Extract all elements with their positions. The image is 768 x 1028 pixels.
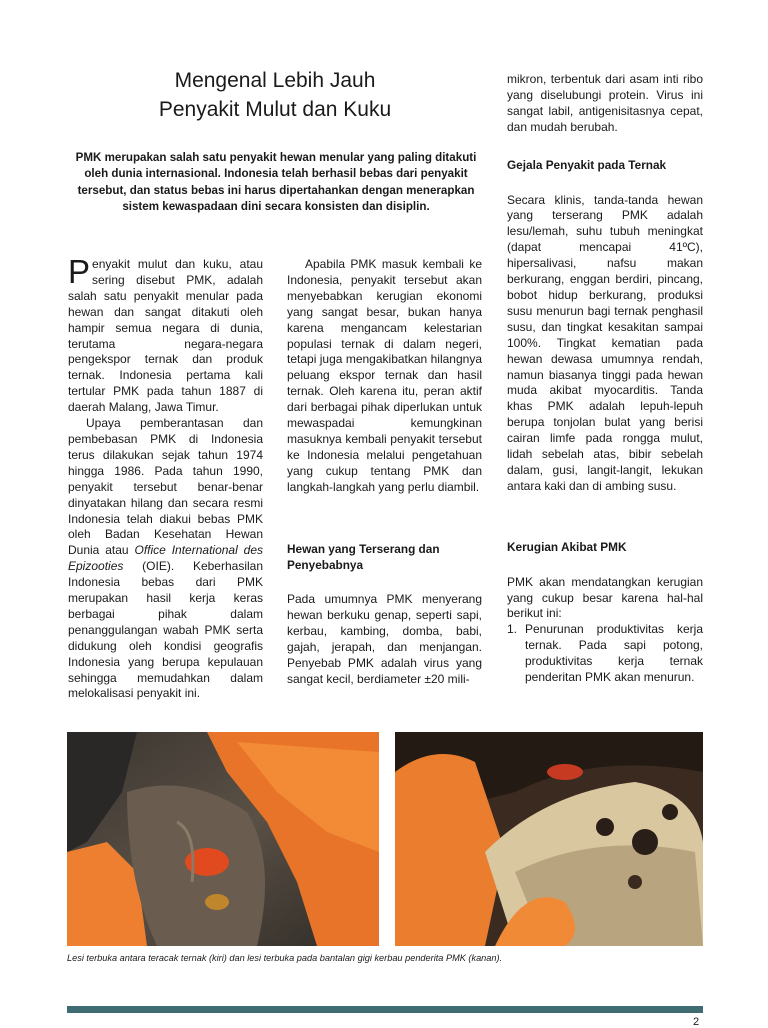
col3-paragraph-1: mikron, terbentuk dari asam inti ribo yang diselubungi protein. Virus ini sangat labil, antigenisitasnya cepat, dan mudah berubah. xyxy=(507,72,703,134)
article-title xyxy=(100,66,450,124)
col1-paragraph-2 xyxy=(68,416,263,702)
col1-paragraph-1 xyxy=(68,253,263,416)
column-3 xyxy=(507,72,703,686)
intro-paragraph: PMK merupakan salah satu penyakit hewan menular yang paling ditakuti oleh dunia internasional. Indonesia telah berhasil bebas dari penyakit tersebut, dan status bebas ini harus dipertahankan dengan menerapkan sistem kewaspadaan dini secara konsisten dan disiplin. xyxy=(75,151,477,213)
drop-cap: P xyxy=(68,253,91,290)
list-item-number: 1. xyxy=(507,622,518,637)
col1-paragraph-2-text-a: Upaya pemberantasan dan pembebasan PMK di Indonesia terus dilakukan sejak tahun 1974 hingga 1986. Pada tahun 1990, penyakit tersebut benar-benar dinyatakan hilang dan secara resmi Indonesia telah diakui bebas PMK oleh Badan Kesehatan Hewan Dunia atau xyxy=(68,416,263,558)
column-1 xyxy=(68,253,263,702)
figure-caption: Lesi terbuka antara teracak ternak (kiri) dan lesi terbuka pada bantalan gigi kerbau penderita PMK (kanan). xyxy=(67,953,503,963)
col3-paragraph-3: PMK akan mendatangkan kerugian yang cukup besar karena hal-hal berikut ini: xyxy=(507,574,703,621)
photo-hoof-lesion-image xyxy=(67,732,379,946)
subhead-gejala: Gejala Penyakit pada Ternak xyxy=(507,157,667,172)
photo-gum-lesion-image xyxy=(395,732,703,946)
oie-full-name: Office International des Epizooties xyxy=(68,543,263,574)
footer-bar xyxy=(67,1006,703,1013)
col1-paragraph-2-text-b: (OIE). Keberhasilan Indonesia bebas dari PMK merupakan hasil kerja keras berbagai pihak dalam penanggulangan wabah PMK serta didukung oleh kondisi geografis Indonesia yang berupa kepulauan sehingga memudahkan dalam melokalisasi penyakit ini. xyxy=(68,559,263,701)
photo-hoof-lesion xyxy=(67,732,379,946)
photo-gum-lesion xyxy=(395,732,703,946)
col1-paragraph-1-text: enyakit mulut dan kuku, atau sering disebut PMK, adalah salah satu penyakit menular pada hewan dan sangat ditakuti oleh hampir semua negara di dunia, terutama negara-negara pengekspor ternak dan produk ternak. Indonesia pertama kali tertular PMK pada tahun 1887 di daerah Malang, Jawa Timur. xyxy=(68,257,263,415)
list-item-text: Penurunan produktivitas kerja ternak. Pada sapi potong, produktivitas kerja ternak penderitan PMK akan menurun. xyxy=(525,622,703,685)
col2-paragraph-2: Pada umumnya PMK menyerang hewan berkuku genap, seperti sapi, kerbau, kambing, domba, babi, gajah, jerapah, dan menjangan. Penyebab PMK adalah virus yang sangat kecil, berdiameter ±20 mili- xyxy=(287,592,482,686)
title-line-1: Mengenal Lebih Jauh xyxy=(174,69,376,92)
col2-paragraph-1: Apabila PMK masuk kembali ke Indonesia, penyakit tersebut akan menyebabkan kerugian ekonomi yang sangat besar, bukan hanya karena mengancam kelestarian populasi ternak di dalam negeri, tetapi juga mengakibatkan hilangnya peluang ekspor ternak dan hasil ternak. Oleh karena itu, peran aktif dari berbagai pihak diperlukan untuk mewaspadai kemungkinan masuknya kembali penyakit tersebut ke Indonesia melalui pengetahuan yang cukup tentang PMK dan langkah-langkah yang perlu diambil. xyxy=(287,257,482,494)
column-2 xyxy=(287,257,482,688)
list-item xyxy=(507,622,703,686)
col3-paragraph-2: Secara klinis, tanda-tanda hewan yang terserang PMK adalah lesu/lemah, suhu tubuh meningkat (dapat mencapai 41ºC), hipersalivasi, nafsu makan berkurang, enggan berdiri, pincang, bobot hidup berkurang, produksi susu menurun bagi ternak penghasil susu, dan tingkat kesakitan sampai 100%. Tingkat kematian pada hewan dewasa umumnya rendah, namun biasanya tinggi pada hewan muda akibat myocarditis. Tanda khas PMK adalah lepuh-lepuh berupa tonjolan bulat yang berisi cairan limfe pada rongga mulut, lidah sebelah atas, bibir sebelah dalam, gusi, langit-langit, lekukan antara kaki dan di ambing susu. xyxy=(507,192,703,493)
subhead-hewan-terserang: Hewan yang Terserang dan Penyebabnya xyxy=(287,541,440,572)
title-line-2: Penyakit Mulut dan Kuku xyxy=(158,98,392,121)
kerugian-list xyxy=(507,622,703,686)
page-number: 2 xyxy=(693,1016,700,1028)
subhead-kerugian: Kerugian Akibat PMK xyxy=(507,539,627,554)
